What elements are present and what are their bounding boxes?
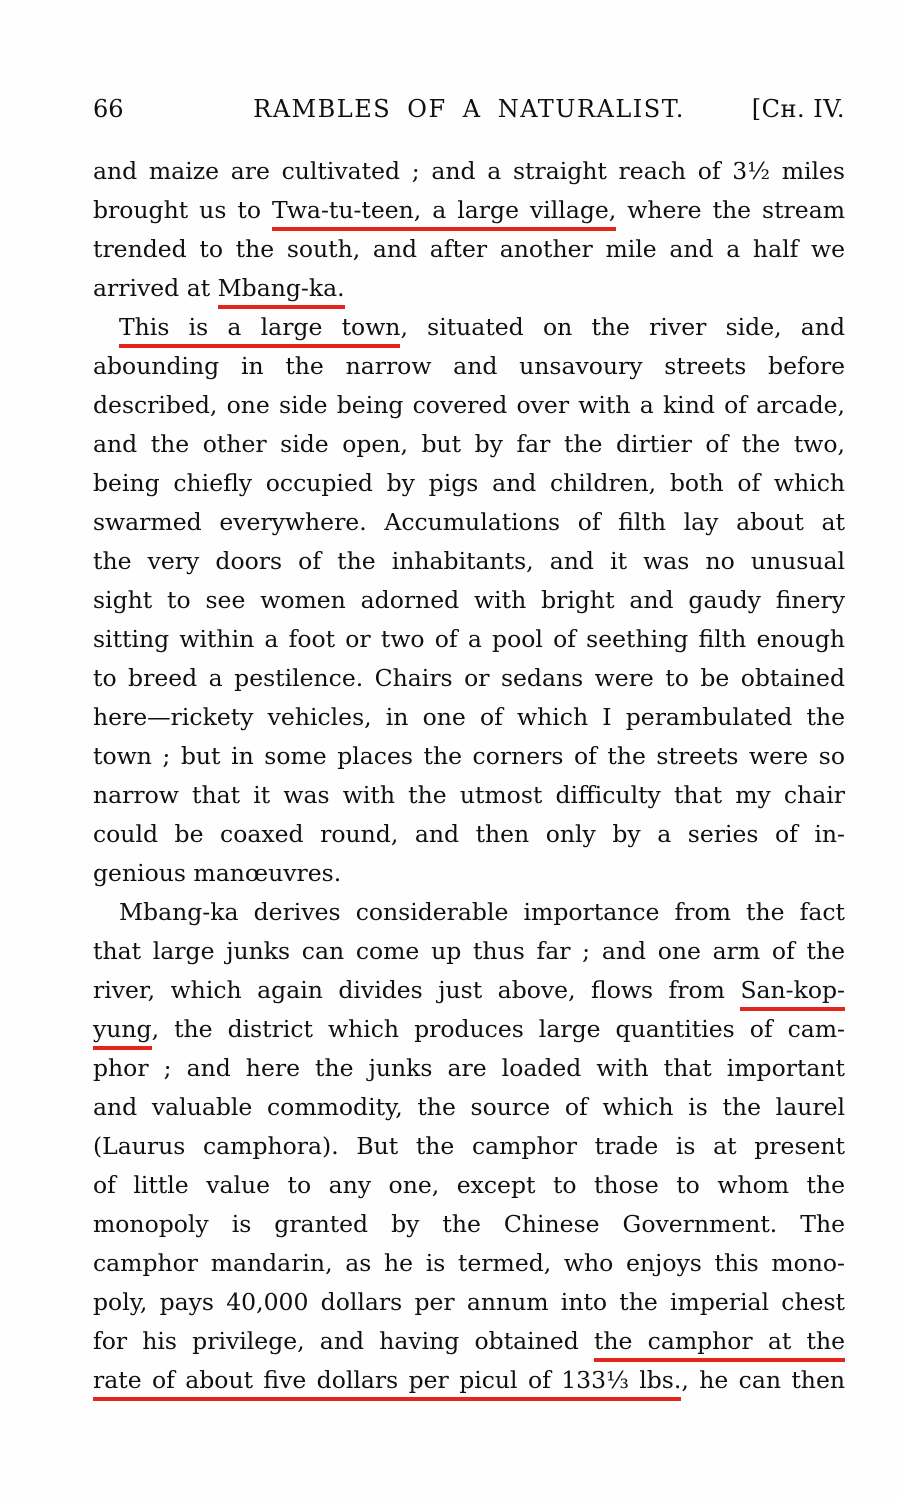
text-segment: where the stream [616,196,845,224]
text-segment: sight to see women adorned with bright and gaudy finery [93,586,845,614]
running-header [93,92,845,126]
page-number: 66 [93,95,124,123]
text-line [93,620,845,659]
text-line [93,737,845,776]
annotated-phrase: San-kop- [740,976,845,1011]
annotated-phrase: rate of about five dollars per picul of 133⅓ lbs. [93,1366,681,1401]
text-line [93,659,845,698]
text-segment: narrow that it was with the utmost difficulty that my chair [93,781,845,809]
text-segment: swarmed everywhere. Accumulations of filth lay about at [93,508,845,536]
text-segment: Mbang-ka derives considerable importance from the fact [119,898,845,926]
text-segment: of little value to any one, except to those to whom the [93,1171,845,1199]
annotated-phrase: Twa-tu-teen, a large village, [272,196,616,231]
text-line [93,425,845,464]
text-segment: being chiefly occupied by pigs and children, both of which [93,469,845,497]
text-line [93,386,845,425]
text-segment: , the district which produces large quantities of cam- [151,1015,845,1043]
text-segment: genious manœuvres. [93,859,342,887]
text-line [93,347,845,386]
text-segment: sitting within a foot or two of a pool of seething filth enough [93,625,845,653]
annotated-phrase: This is a large town [119,313,400,348]
text-segment: , he can then [681,1366,845,1394]
text-line [93,1361,845,1400]
text-line [93,1205,845,1244]
text-segment: abounding in the narrow and unsavoury streets before [93,352,845,380]
chapter-reference: [Cʜ. IV. [751,95,845,123]
text-line [93,308,845,347]
text-segment: town ; but in some places the corners of the streets were so [93,742,845,770]
text-segment: monopoly is granted by the Chinese Government. The [93,1210,845,1238]
text-segment: brought us to [93,196,272,224]
text-line [93,815,845,854]
text-line [93,971,845,1010]
text-line [93,854,845,893]
text-block [93,152,845,1400]
text-line [93,1283,845,1322]
text-line [93,152,845,191]
text-segment: arrived at [93,274,218,302]
text-segment: trended to the south, and after another mile and a half we [93,235,845,263]
text-segment: could be coaxed round, and then only by a series of in- [93,820,845,848]
text-segment: for his privilege, and having obtained [93,1327,594,1355]
text-line [93,503,845,542]
text-segment: poly, pays 40,000 dollars per annum into the imperial chest [93,1288,845,1316]
annotated-phrase: Mbang-ka. [218,274,345,309]
text-line [93,191,845,230]
text-line [93,542,845,581]
text-segment: (Laurus camphora). But the camphor trade is at present [93,1132,845,1160]
text-line [93,269,845,308]
text-segment: , situated on the river side, and [400,313,845,341]
text-line [93,932,845,971]
text-segment: here—rickety vehicles, in one of which I perambulated the [93,703,845,731]
text-segment: the very doors of the inhabitants, and it was no unusual [93,547,845,575]
text-line [93,893,845,932]
text-segment: that large junks can come up thus far ; and one arm of the [93,937,845,965]
text-segment: described, one side being covered over with a kind of arcade, [93,391,845,419]
text-segment: and valuable commodity, the source of which is the laurel [93,1093,845,1121]
text-line [93,1166,845,1205]
text-line [93,230,845,269]
text-line [93,1049,845,1088]
text-line [93,1244,845,1283]
text-segment: and the other side open, but by far the dirtier of the two, [93,430,845,458]
text-line [93,1322,845,1361]
text-line [93,464,845,503]
text-segment: camphor mandarin, as he is termed, who enjoys this mono- [93,1249,845,1277]
annotated-phrase: the camphor at the [594,1327,845,1362]
text-line [93,776,845,815]
text-segment: river, which again divides just above, flows from [93,976,741,1004]
text-segment: phor ; and here the junks are loaded with that important [93,1054,845,1082]
text-segment: to breed a pestilence. Chairs or sedans were to be obtained [93,664,845,692]
annotated-phrase: yung [93,1015,152,1050]
text-line [93,698,845,737]
text-line [93,1127,845,1166]
text-line [93,1088,845,1127]
book-title: RAMBLES OF A NATURALIST. [253,95,685,123]
text-segment: and maize are cultivated ; and a straight reach of 3½ miles [93,157,845,185]
text-line [93,581,845,620]
text-line [93,1010,845,1049]
